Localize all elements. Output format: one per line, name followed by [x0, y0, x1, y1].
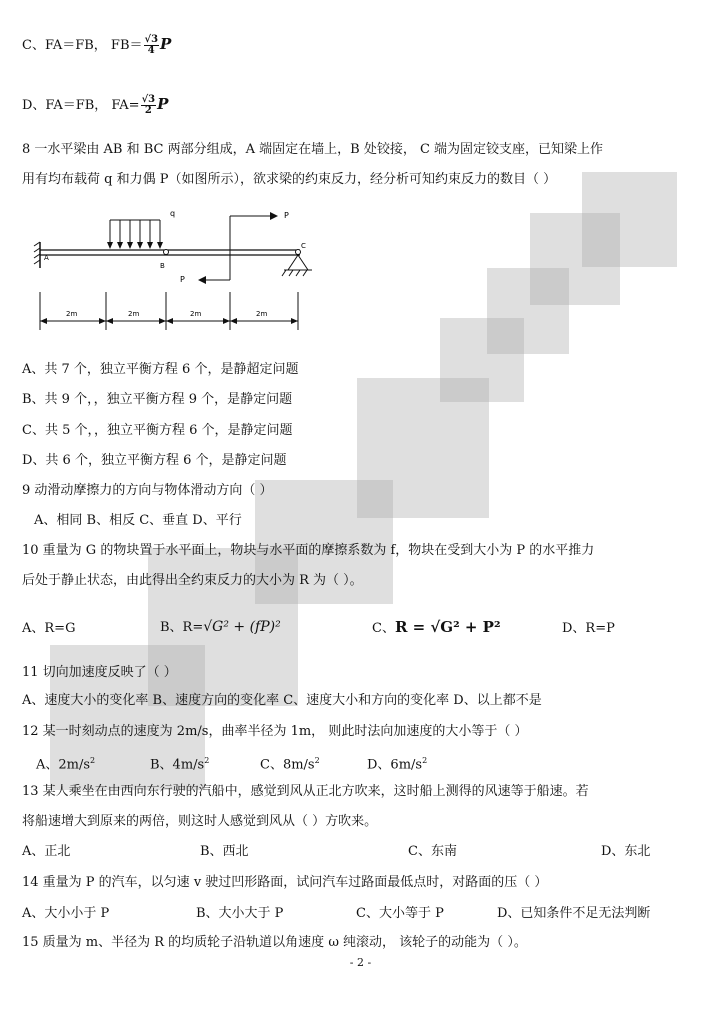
watermark-square: [582, 172, 677, 267]
label-p-top: P: [284, 211, 289, 220]
watermark-square: [530, 213, 620, 305]
q10-option-c-prefix: C、: [372, 621, 395, 636]
label-c: C: [301, 242, 306, 250]
q10-option-b-prefix: B、R=: [160, 620, 204, 635]
q13-option-a: A、正北: [22, 844, 71, 859]
watermark-square: [357, 378, 489, 518]
hinge-c: [296, 250, 301, 255]
q10-option-a: A、R=G: [22, 621, 76, 636]
q14-option-c: C、大小等于 P: [356, 906, 444, 921]
q7-option-d: [22, 95, 168, 116]
label-a: A: [44, 254, 49, 262]
q14-stem: 14 重量为 P 的汽车，以匀速 v 驶过凹形路面，试问汽车过路面最低点时，对路面的压（ ）: [22, 875, 548, 890]
label-p-bottom: P: [180, 275, 185, 284]
q13-option-d: D、东北: [601, 844, 651, 859]
q13-option-b: B、西北: [200, 844, 249, 859]
q10-option-b: [160, 618, 281, 637]
fraction-denominator: 4: [147, 45, 155, 56]
label-b: B: [160, 262, 165, 270]
support-c: [288, 255, 308, 270]
superscript: 2: [314, 756, 320, 765]
q8-option-c: C、共 5 个，，独立平衡方程 6 个，是静定问题: [22, 423, 293, 438]
superscript: 2: [90, 756, 96, 765]
q13-stem-line2: 将船速增大到原来的两倍，则这时人感觉到风从（ ）方吹来。: [22, 814, 378, 829]
page-number: - 2 -: [349, 956, 372, 969]
q10-option-c-formula: R = √G² + P²: [394, 618, 501, 636]
q14-option-b: B、大小大于 P: [196, 906, 284, 921]
q7-option-c-fraction: [144, 35, 160, 56]
q11-stem: 11 切向加速度反映了（ ）: [22, 665, 177, 680]
q12-option-c-text: C、8m/s: [260, 757, 315, 773]
q7-option-c-prefix: C、FA＝FB， FB＝: [22, 38, 143, 53]
q14-option-d: D、已知条件不足无法判断: [497, 906, 651, 921]
watermark-square: [487, 268, 569, 354]
couple-arrow-top: [270, 212, 278, 220]
hinge-b: [164, 250, 169, 255]
q12-option-d-text: D、6m/s: [367, 757, 423, 773]
q8-stem-line2: 用有均布载荷 q 和力偶 P（如图所示），欲求梁的约束反力，经分析可知约束反力的数目（ ）: [22, 172, 557, 187]
q10-option-c: [372, 618, 501, 638]
q8-stem-line1: 8 一水平梁由 AB 和 BC 两部分组成，A 端固定在墙上，B 处铰接， C 端为固定铰支座，已知梁上作: [22, 142, 604, 157]
superscript: 2: [204, 756, 210, 765]
q12-option-b-text: B、4m/s: [150, 757, 205, 773]
q12-stem: 12 某一时刻动点的速度为 2m/s，曲率半径为 1m， 则此时法向加速度的大小等于（ ）: [22, 724, 528, 739]
q14-option-a: A、大小小于 P: [22, 906, 110, 921]
dim-label-4: 2m: [256, 310, 268, 318]
q11-options: A、速度大小的变化率 B、速度方向的变化率 C、速度大小和方向的变化率 D、以上都不是: [22, 693, 542, 708]
q12-option-a-text: A、2m/s: [36, 757, 91, 773]
dim-label-1: 2m: [66, 310, 78, 318]
fraction-denominator: 2: [144, 105, 152, 116]
q9-stem: 9 动滑动摩擦力的方向与物体滑动方向（ ）: [22, 483, 273, 498]
q15-stem: 15 质量为 m、半径为 R 的均质轮子沿轨道以角速度 ω 纯滚动， 该轮子的动能为（ ）。: [22, 935, 527, 950]
q8-option-d: D、共 6 个，独立平衡方程 6 个，是静定问题: [22, 453, 287, 468]
dim-label-3: 2m: [190, 310, 202, 318]
q9-options: A、相同 B、相反 C、垂直 D、平行: [34, 513, 242, 528]
q10-stem-line2: 后处于静止状态，由此得出全约束反力的大小为 R 为（ ）。: [22, 573, 363, 588]
distributed-load-arrows: [107, 220, 163, 249]
watermark-square: [440, 318, 524, 402]
label-q: q: [170, 209, 176, 218]
q8-beam-diagram: [20, 200, 320, 335]
q12-option-c: [260, 752, 320, 774]
fraction-numerator: √3: [144, 34, 159, 45]
fraction-numerator: √3: [141, 94, 156, 105]
q7-option-d-p: P: [157, 95, 169, 113]
q10-option-d: D、R=P: [562, 621, 615, 636]
q10-stem-line1: 10 重量为 G 的物块置于水平面上，物块与水平面的摩擦系数为 f，物块在受到大小为 P 的水平推力: [22, 543, 595, 558]
q7-option-c: [22, 35, 171, 56]
dim-label-2: 2m: [128, 310, 140, 318]
q12-option-a: [36, 752, 95, 774]
q13-option-c: C、东南: [408, 844, 457, 859]
q8-option-a: A、共 7 个，独立平衡方程 6 个，是静超定问题: [22, 362, 299, 377]
q12-option-b: [150, 752, 209, 774]
superscript: 2: [422, 756, 428, 765]
q7-option-c-p: P: [160, 35, 172, 53]
q7-option-d-fraction: [141, 95, 157, 116]
couple-arrow-bottom: [198, 276, 206, 284]
q7-option-d-prefix: D、FA＝FB， FA=: [22, 98, 140, 113]
q12-option-d: [367, 752, 427, 774]
q8-option-b: B、共 9 个，，独立平衡方程 9 个，是静定问题: [22, 392, 293, 407]
q13-stem-line1: 13 某人乘坐在由西向东行驶的汽船中，感觉到风从正北方吹来，这时船上测得的风速等于船速。若: [22, 784, 589, 799]
q10-option-b-formula: √G² + (fP)²: [203, 619, 281, 635]
